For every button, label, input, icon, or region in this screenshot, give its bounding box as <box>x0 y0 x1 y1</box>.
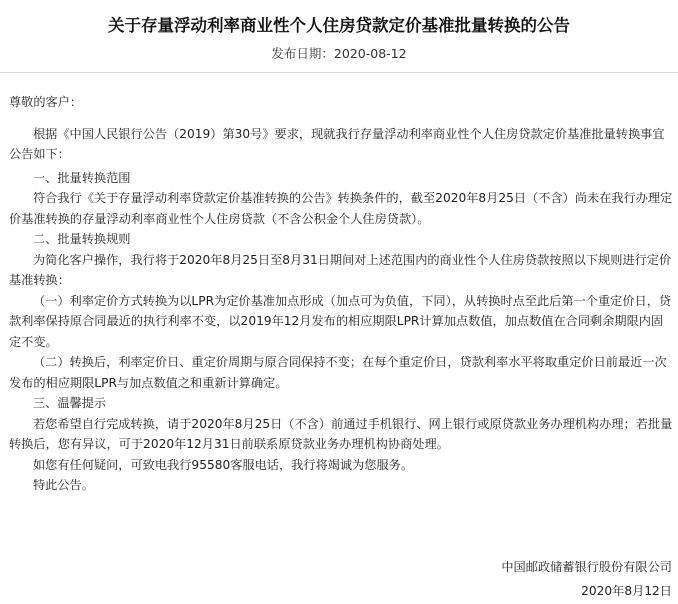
section-1-heading: 一、批量转换范围 <box>33 170 131 185</box>
section-2-body: 为简化客户操作，我行将于2020年8月25日至8月31日期间对上述范围内的商业性个人住房贷款按照以下规则进行定价基准转换： <box>9 252 672 287</box>
section-1-body: 符合我行《关于存量浮动利率贷款定价基准转换的公告》转换条件的，截至2020年8月25日（不含）尚未在我行办理定价基准转换的存量浮动利率商业性个人住房贷款（不含公积金个人住房贷款）。 <box>9 191 673 226</box>
intro-paragraph: 根据《中国人民银行公告（2019）第30号》要求，现就我行存量浮动利率商业性个人住房贷款定价基准批量转换事宜公告如下： <box>9 126 665 161</box>
section-2-item-2: （二）转换后，利率定价日、重定价周期与原合同保持不变；在每个重定价日，贷款利率水平将取重定价日前最近一次发布的相应期限LPR与加点数值之和重新计算确定。 <box>9 355 667 390</box>
section-3-heading: 三、温馨提示 <box>33 396 107 410</box>
publish-date-line <box>0 44 678 62</box>
publish-date-label: 发布日期： <box>271 46 334 61</box>
publish-date-value: 2020-08-12 <box>333 46 407 61</box>
page-title: 关于存量浮动利率商业性个人住房贷款定价基准批量转换的公告 <box>108 16 570 35</box>
announcement-body <box>9 92 674 496</box>
section-2-item-1: （一）利率定价方式转换为以LPR为定价基准加点形成（加点可为负值，下同），从转换时点至此后第一个重定价日，贷款利率保持原合同最近的执行利率不变，以2019年12月发布的相应期限LPR计算加点数值，加点数值在合同剩余期限内固定不变。 <box>9 293 672 349</box>
section-2-heading: 二、批量转换规则 <box>33 232 131 246</box>
section-3-body-2: 如您有任何疑问，可致电我行95580客服电话，我行将竭诚为您服务。 <box>33 457 414 472</box>
signature-org: 中国邮政储蓄银行股份有限公司 <box>501 560 672 574</box>
title-divider <box>0 72 678 73</box>
section-3-body-1: 若您希望自行完成转换，请于2020年8月25日（不含）前通过手机银行、网上银行或原贷款业务办理机构办理；若批量转换后，您有异议，可于2020年12月31日前联系原贷款业务办理机构协商处理。 <box>9 416 673 451</box>
closing-line: 特此公告。 <box>33 478 94 492</box>
greeting: 尊敬的客户： <box>9 95 83 109</box>
signature-date: 2020年8月12日 <box>581 584 672 598</box>
